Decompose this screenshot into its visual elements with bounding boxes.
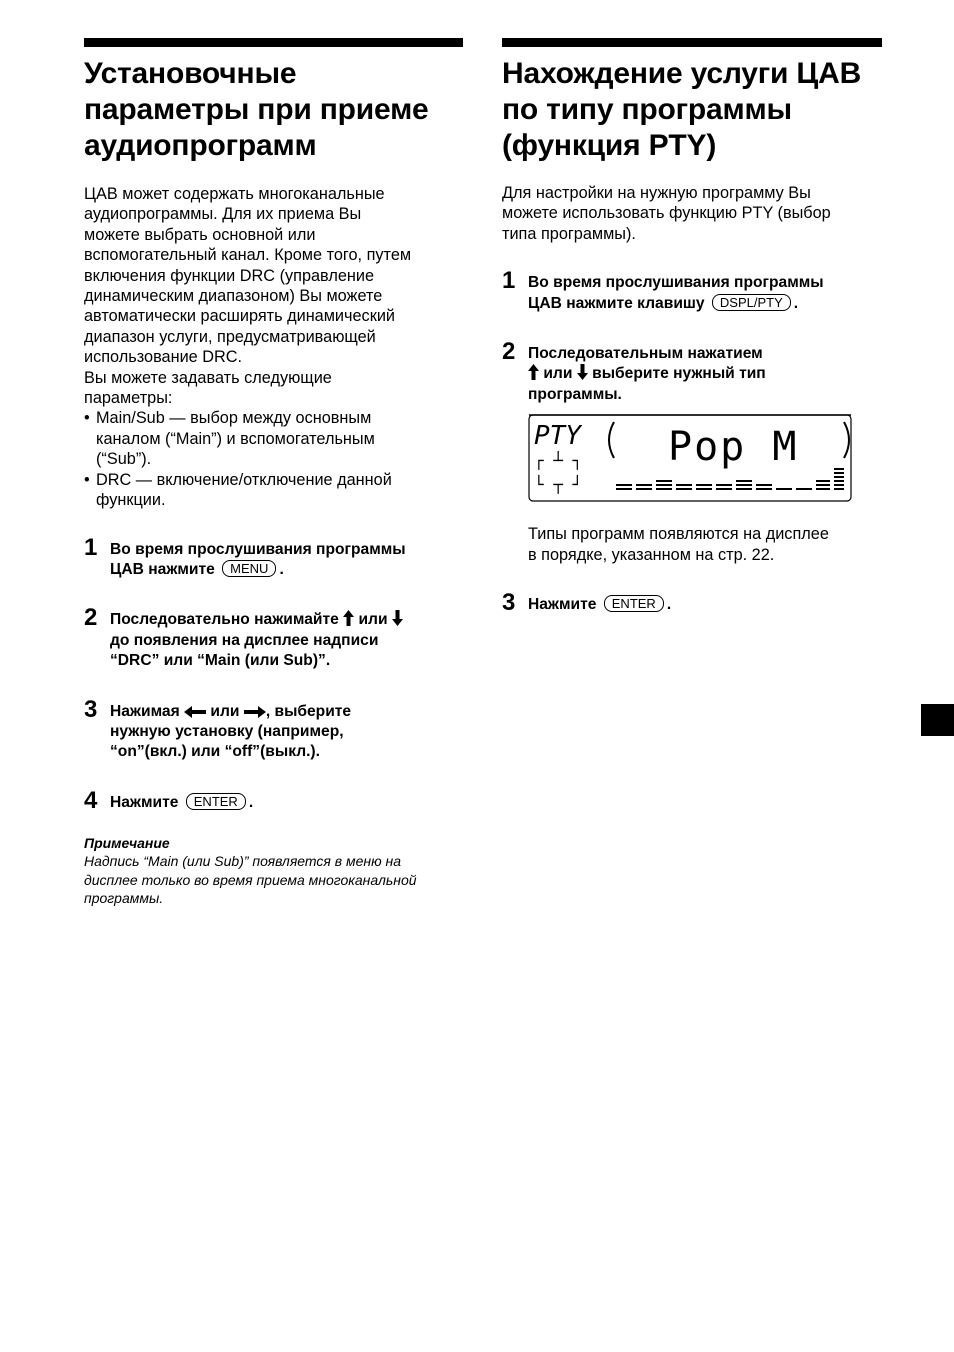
intro-line: Для настройки на нужную программу Вы <box>502 184 811 202</box>
step-number: 2 <box>502 338 516 366</box>
intro-right <box>502 183 882 244</box>
intro-line: автоматически расширять динамический <box>84 307 396 326</box>
punct: . <box>248 793 254 811</box>
note-line: программы. <box>84 890 164 907</box>
intro-line: Вы можете задавать следующие <box>84 368 332 387</box>
step-text <box>110 793 463 813</box>
step-3 <box>84 695 463 763</box>
step-number: 4 <box>84 786 98 814</box>
lcd-symbol-row-1: ┌ ┴ ┐ <box>534 451 583 471</box>
list-item-line: (“Sub”). <box>96 450 152 469</box>
step-line: “on”(вкл.) или “off”(выкл.). <box>110 743 320 761</box>
step-line: или <box>358 611 388 629</box>
intro-line: можете выбрать основной или <box>84 225 316 244</box>
list-item-line: DRC — включение/отключение данной <box>96 470 392 489</box>
list-item <box>84 408 463 469</box>
punct: . <box>279 560 284 578</box>
step-number: 3 <box>502 589 516 617</box>
step-number: 1 <box>502 267 516 295</box>
bullet-dot: • <box>84 409 90 428</box>
arrow-down-icon <box>392 610 403 626</box>
intro-line: параметры: <box>84 389 173 408</box>
lcd-display <box>528 414 882 507</box>
bullet-dot: • <box>84 470 90 489</box>
punct: . <box>666 596 672 614</box>
enter-key: ENTER <box>186 793 246 810</box>
intro-line: ЦАВ может содержать многоканальные <box>84 185 385 203</box>
caption-line: Типы программ появляются на дисплее <box>528 525 829 544</box>
step-line: или <box>543 365 573 383</box>
intro-line: вспомогательный канал. Кроме того, путем <box>84 246 412 265</box>
intro-line: включения функции DRC (управление <box>84 266 375 285</box>
step-text <box>110 702 463 763</box>
step-line: или <box>210 702 240 720</box>
step-4 <box>84 786 463 814</box>
step-line: , выберите <box>265 702 352 720</box>
list-item-line: каналом (“Main”) и вспомогательным <box>96 429 375 448</box>
intro-left <box>84 184 463 408</box>
intro-line: можете использовать функцию PTY (выбор <box>502 204 831 223</box>
list-item-line: Main/Sub — выбор между основным <box>96 409 372 428</box>
page-tab-marker <box>921 704 954 736</box>
arrow-left-icon <box>184 706 206 718</box>
lcd-symbol-row-2: └ ┬ ┘ <box>534 475 583 495</box>
arrow-up-icon <box>528 364 539 380</box>
lcd-display-illustration <box>528 414 852 502</box>
left-column <box>84 38 463 908</box>
step-text <box>110 540 463 581</box>
intro-line: диапазон услуги, предусматривающей <box>84 327 376 346</box>
right-column <box>502 38 882 615</box>
step-text <box>528 344 882 405</box>
display-caption <box>528 524 882 565</box>
note-line: Надпись “Main (или Sub)” появляется в меню на <box>84 853 401 870</box>
step-line: “DRC” или “Main (или Sub)”. <box>110 652 331 670</box>
lcd-pty-label: PTY <box>534 421 581 452</box>
step-text <box>528 595 882 615</box>
punct: . <box>793 294 799 312</box>
step-1 <box>502 267 882 314</box>
section-rule <box>502 38 882 47</box>
intro-line: аудиопрограммы. Для их приема Вы <box>84 205 362 224</box>
parameter-list <box>84 408 463 510</box>
intro-line: использование DRC. <box>84 348 243 367</box>
step-2 <box>84 604 463 671</box>
list-item <box>84 470 463 511</box>
step-line: ЦАВ нажмите <box>110 560 215 578</box>
note-line: дисплее только во время приема многоканальной <box>84 871 417 888</box>
step-number: 2 <box>84 604 98 632</box>
step-line: Во время прослушивания программы <box>110 540 406 558</box>
note <box>84 834 463 908</box>
step-line: Во время прослушивания программы <box>528 274 824 292</box>
section-rule <box>84 38 463 47</box>
step-line: до появления на дисплее надписи <box>110 631 379 649</box>
section-title-left: Установочные параметры при приеме аудиопрограмм <box>84 57 429 162</box>
menu-key: MENU <box>222 560 276 577</box>
step-line: Нажимая <box>110 702 180 720</box>
section-title-right: Нахождение услуги ЦАВ по типу программы (функция PTY) <box>502 57 862 162</box>
arrow-right-icon <box>244 706 266 718</box>
step-line: выберите нужный тип <box>592 365 766 383</box>
arrow-down-icon <box>577 364 588 380</box>
step-1 <box>84 533 463 581</box>
step-line: Нажмите <box>528 596 597 614</box>
lcd-program-value: Pop M <box>668 424 799 471</box>
list-item-line: функции. <box>96 491 166 510</box>
arrow-up-icon <box>343 610 354 626</box>
intro-line: типа программы). <box>502 224 636 243</box>
step-3 <box>502 589 882 617</box>
step-line: Последовательно нажимайте <box>110 611 339 629</box>
step-2 <box>502 338 882 565</box>
step-text <box>110 610 463 671</box>
note-title: Примечание <box>84 835 170 852</box>
dspl-pty-key: DSPL/PTY <box>712 294 791 311</box>
step-number: 3 <box>84 695 98 723</box>
step-text <box>528 273 882 314</box>
step-line: ЦАВ нажмите клавишу <box>528 294 705 312</box>
intro-line: динамическим диапазоном) Вы можете <box>84 287 383 306</box>
step-line: Последовательным нажатием <box>528 345 763 363</box>
step-number: 1 <box>84 533 98 561</box>
caption-line: в порядке, указанном на стр. 22. <box>528 545 775 564</box>
step-line: нужную установку (например, <box>110 722 344 740</box>
enter-key: ENTER <box>604 595 664 612</box>
step-line: программы. <box>528 385 622 403</box>
step-line: Нажмите <box>110 793 179 811</box>
